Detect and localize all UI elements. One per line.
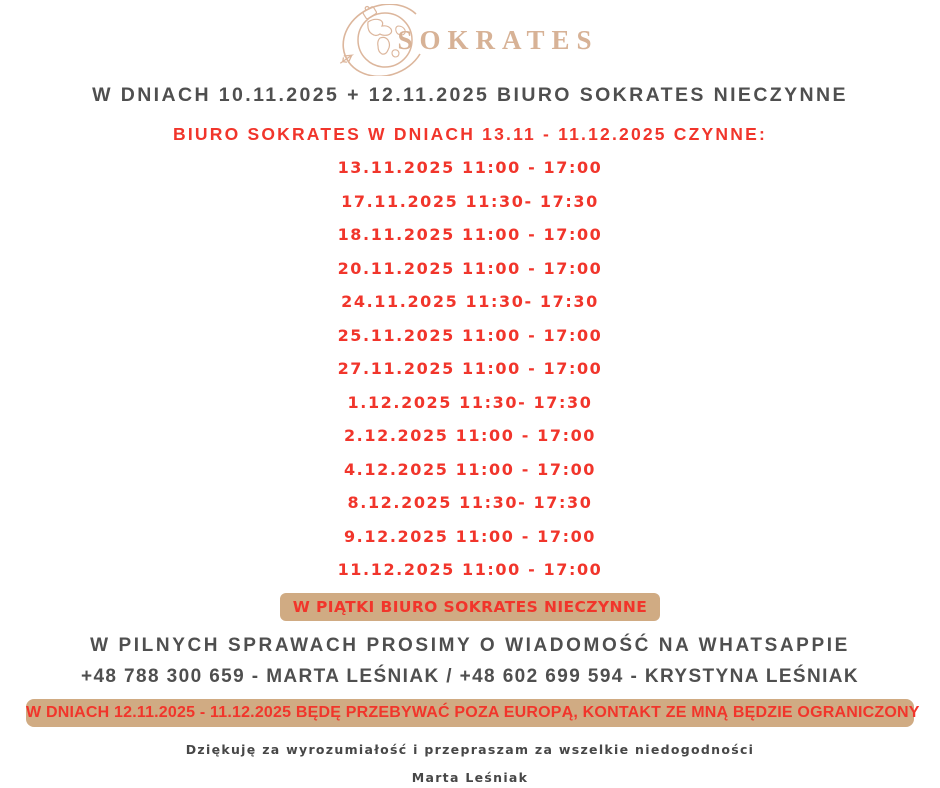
schedule-row: 18.11.2025 11:00 - 17:00 bbox=[337, 225, 603, 245]
schedule-row: 8.12.2025 11:30- 17:30 bbox=[347, 493, 593, 513]
phone-contacts-line: +48 788 300 659 - MARTA LEŚNIAK / +48 602 699 594 - KRYSTYNA LEŚNIAK bbox=[80, 665, 860, 687]
logo bbox=[320, 4, 620, 76]
schedule-row: 11.12.2025 11:00 - 17:00 bbox=[337, 560, 603, 580]
friday-closed-badge: W PIĄTKI BIURO SOKRATES NIECZYNNE bbox=[280, 593, 661, 621]
schedule-row: 1.12.2025 11:30- 17:30 bbox=[347, 392, 593, 412]
schedule-row: 24.11.2025 11:30- 17:30 bbox=[341, 292, 599, 312]
thanks-note: Dziękuję za wyrozumiałość i przepraszam za wszelkie niedogodności bbox=[185, 741, 755, 757]
schedule-row: 13.11.2025 11:00 - 17:00 bbox=[337, 158, 603, 178]
schedule-row: 9.12.2025 11:00 - 17:00 bbox=[343, 526, 597, 546]
schedule-row: 27.11.2025 11:00 - 17:00 bbox=[337, 359, 603, 379]
closed-dates-heading: W DNIACH 10.11.2025 + 12.11.2025 BIURO SOKRATES NIECZYNNE bbox=[92, 84, 848, 106]
schedule-row: 4.12.2025 11:00 - 17:00 bbox=[343, 459, 597, 479]
schedule-row: 20.11.2025 11:00 - 17:00 bbox=[337, 258, 603, 278]
travel-notice-badge: W DNIACH 12.11.2025 - 11.12.2025 BĘDĘ PRZEBYWAĆ POZA EUROPĄ, KONTAKT ZE MNĄ BĘDZIE OGRANICZONY bbox=[26, 699, 914, 727]
schedule-list bbox=[338, 151, 603, 587]
logo-text: SOKRATES bbox=[397, 24, 599, 55]
schedule-row: 17.11.2025 11:30- 17:30 bbox=[341, 191, 599, 211]
schedule-row: 25.11.2025 11:00 - 17:00 bbox=[337, 325, 603, 345]
urgent-contact-line: W PILNYCH SPRAWACH PROSIMY O WIADOMOŚĆ NA WHATSAPPIE bbox=[90, 634, 850, 656]
open-dates-heading: BIURO SOKRATES W DNIACH 13.11 - 11.12.2025 CZYNNE: bbox=[173, 124, 767, 144]
signature: Marta Leśniak bbox=[411, 769, 529, 785]
schedule-row: 2.12.2025 11:00 - 17:00 bbox=[343, 426, 597, 446]
